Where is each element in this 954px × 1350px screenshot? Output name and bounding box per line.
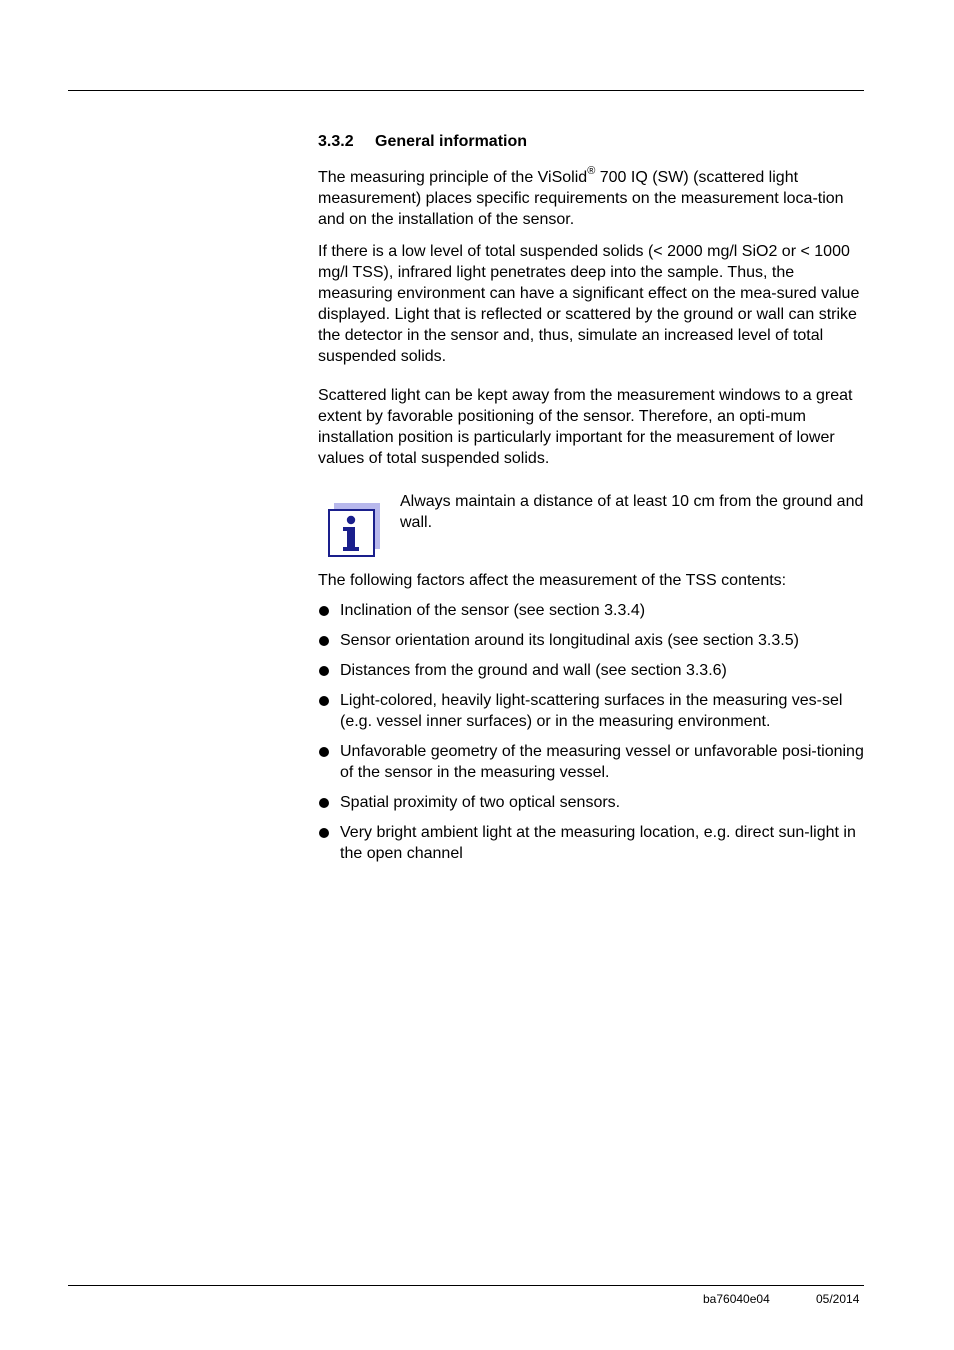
footer-rule <box>68 1285 864 1286</box>
paragraph-low-tss: If there is a low level of total suspended solids (< 2000 mg/l SiO2 or < 1000 mg/l TSS), infrared light penetrates deep into the sample. Thus, the measuring environment can have a significant effect on the mea-sured value displayed. Light that is reflected or scattered by the ground or wall can strike the detector in the sensor and, thus, simulate an increased level of total suspended solids. <box>318 243 860 365</box>
bullet-icon <box>319 666 329 676</box>
footer-date: 05/2014 <box>816 1292 860 1306</box>
info-icon <box>328 503 380 557</box>
list-item-text: Sensor orientation around its longitudinal axis (see section 3.3.5) <box>340 632 799 649</box>
list-item <box>318 660 864 681</box>
section-heading <box>318 131 864 152</box>
footer-doc-code: ba76040e04 <box>703 1292 770 1306</box>
list-item <box>318 600 864 621</box>
bullet-icon <box>319 828 329 838</box>
registered-mark: ® <box>587 164 596 177</box>
list-item-text: Inclination of the sensor (see section 3.3.4) <box>340 602 646 619</box>
list-item <box>318 822 864 864</box>
bullet-icon <box>319 798 329 808</box>
info-note <box>318 491 864 555</box>
bullet-icon <box>319 747 329 757</box>
paragraph-scattered-light: Scattered light can be kept away from the measurement windows to a great extent by favorable positioning of the sensor. Therefore, an opti-mum installation position is particularly important for the measurement of lower values of total suspended solids. <box>318 387 853 467</box>
info-note-text: Always maintain a distance of at least 10 cm from the ground and wall. <box>400 493 864 531</box>
bullet-icon <box>319 606 329 616</box>
list-item <box>318 792 864 813</box>
factors-list <box>318 600 864 864</box>
p1-text-after: 700 IQ (SW) (scattered light measurement) places specific requirements on the measurement loca-tion and on the installation of the sensor. <box>318 169 844 228</box>
factors-intro: The following factors affect the measurement of the TSS contents: <box>318 572 787 589</box>
list-item <box>318 690 864 732</box>
bullet-icon <box>319 636 329 646</box>
list-item-text: Distances from the ground and wall (see section 3.3.6) <box>340 662 727 679</box>
list-item-text: Unfavorable geometry of the measuring vessel or unfavorable posi-tioning of the sensor in the measuring vessel. <box>340 743 864 781</box>
list-item <box>318 741 864 783</box>
p1-text-before: The measuring principle of the ViSolid <box>318 169 588 186</box>
list-item-text: Very bright ambient light at the measuring location, e.g. direct sun-light in the open channel <box>340 824 856 862</box>
list-item-text: Spatial proximity of two optical sensors. <box>340 794 621 811</box>
list-item-text: Light-colored, heavily light-scattering surfaces in the measuring ves-sel (e.g. vessel inner surfaces) or in the measuring environment. <box>340 692 843 730</box>
main-content <box>318 131 864 873</box>
list-item <box>318 630 864 651</box>
bullet-icon <box>319 696 329 706</box>
section-number: 3.3.2 <box>318 133 354 150</box>
paragraph-measuring-principle <box>318 164 864 230</box>
header-rule <box>68 90 864 91</box>
section-title: General information <box>375 133 528 150</box>
